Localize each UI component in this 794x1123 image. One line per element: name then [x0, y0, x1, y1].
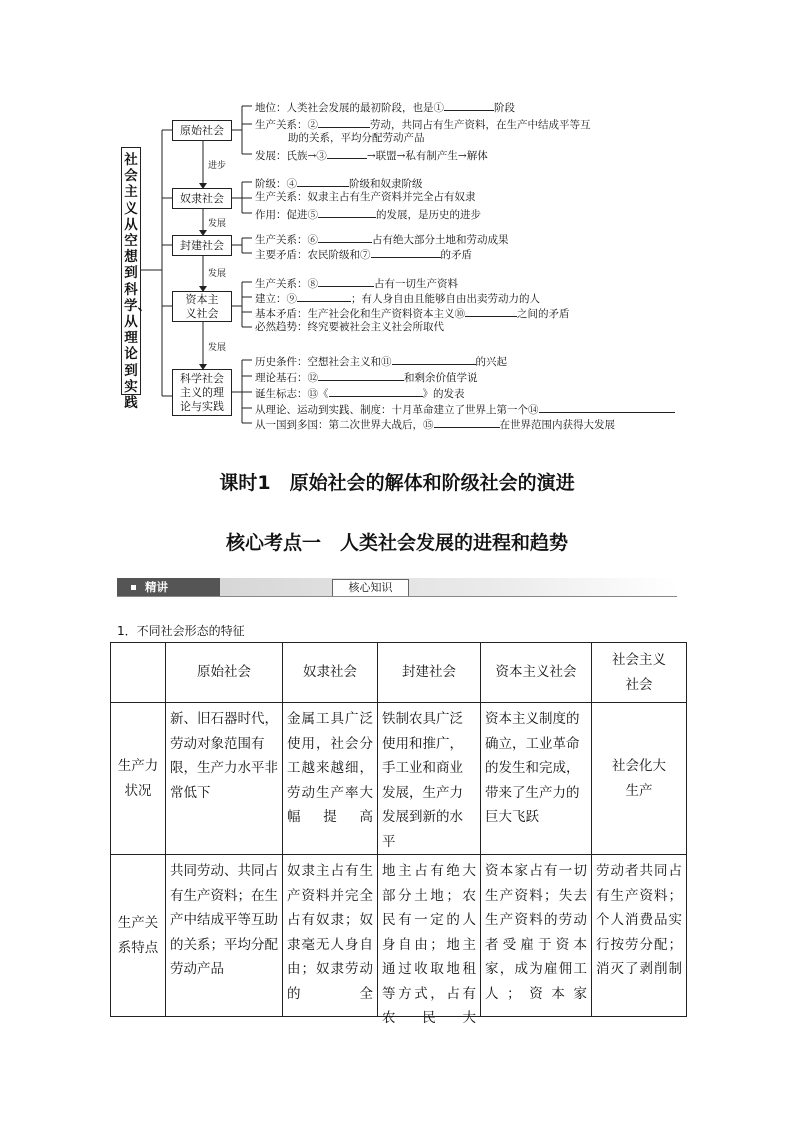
branch-line: 理论基石：⑫ 和剩余价值学说	[255, 372, 478, 384]
edge-label-develop: 发展	[208, 269, 227, 279]
table-cell: 劳动者共同占有生产资料；个人消费品实行按劳分配；消灭了剥削制	[592, 855, 687, 1017]
table-cell: 资本主义制度的确立，工业革命的发生和完成，带来了生产力的巨大飞跃	[481, 703, 592, 855]
branch-line: 生产关系：⑥ 占有绝大部分土地和劳动成果	[255, 234, 509, 246]
banner-tab: 核心知识	[332, 579, 409, 596]
branch-line: 助的关系，平均分配劳动产品	[288, 132, 425, 144]
table-header-cell	[111, 643, 166, 703]
node-slave-society: 奴隶社会	[172, 188, 232, 209]
table-header-cell: 封建社会	[378, 643, 481, 703]
node-feudal-society: 封建社会	[172, 235, 232, 256]
section-banner	[117, 578, 677, 598]
core-point-title: 核心考点一 人类社会发展的进程和趋势	[225, 532, 568, 554]
node-scientific-socialism: 科学社会主义的理论与实践	[172, 369, 232, 416]
square-bullet-icon	[131, 585, 136, 590]
table-cell: 资本家占有一切生产资料；失去生产资料的劳动者受雇于资本家，成为雇佣工人；资本家	[481, 855, 592, 1017]
lesson-title: 课时1 原始社会的解体和阶级社会的演进	[219, 472, 575, 494]
branch-line: 必然趋势：终究要被社会主义社会所取代	[255, 321, 444, 333]
banner-label: 精讲	[117, 578, 220, 596]
edge-label-progress: 进步	[208, 161, 227, 171]
table-cell: 社会化大生产	[592, 703, 687, 855]
table-cell: 铁制农具广泛使用和推广，手工业和商业发展，生产力发展到新的水平	[378, 703, 481, 855]
branch-line: 地位：人类社会发展的最初阶段，也是① 阶段	[255, 102, 515, 114]
edge-label-develop: 发展	[208, 219, 227, 229]
edge-label-develop: 发展	[208, 343, 227, 353]
row-label: 生产力状况	[111, 703, 166, 855]
society-comparison-table	[110, 642, 687, 1026]
branch-line: 生产关系：⑧ 占有一切生产资料	[255, 278, 458, 290]
branch-line: 发展：氏族→③ →联盟→私有制产生→解体	[255, 150, 488, 162]
table-header-cell: 资本主义社会	[481, 643, 592, 703]
table-header-cell: 原始社会	[166, 643, 283, 703]
branch-line: 生产关系：奴隶主占有生产资料并完全占有奴隶	[255, 191, 476, 203]
table-header-cell: 社会主义社会	[592, 643, 687, 703]
table-row	[111, 703, 687, 855]
table-cell: 共同劳动、共同占有生产资料；在生产中结成平等互助的关系；平均分配劳动产品	[166, 855, 283, 1017]
node-capitalist-society: 资本主义社会	[172, 291, 232, 322]
table-cell: 地主占有绝大部分土地；农民有一定的人身自由；地主通过收取地租等方式，占有农民大	[378, 855, 481, 1017]
branch-line: 从一国到多国：第二次世界大战后，⑮ 在世界范围内获得大发展	[255, 419, 615, 431]
row-label: 生产关系特点	[111, 855, 166, 1017]
branch-line: 诞生标志：⑬《 》的发表	[255, 388, 465, 400]
mindmap-vertical-title: 社会主义从空想到科学、从理论到实践	[121, 147, 141, 395]
table-row	[111, 855, 687, 1017]
branch-line: 阶级：④ 阶级和奴隶阶级	[255, 178, 423, 190]
table-header-row	[111, 643, 687, 703]
table-cell: 奴隶主占有生产资料并完全占有奴隶；奴隶毫无人身自由；奴隶劳动的全	[283, 855, 378, 1017]
branch-line: 建立：⑨ ；有人身自由且能够自由出卖劳动力的人	[255, 293, 540, 305]
table-cell: 新、旧石器时代，劳动对象范围有限，生产力水平非常低下	[166, 703, 283, 855]
table-cell: 金属工具广泛使用，社会分工越来越细，劳动生产率大幅提高	[283, 703, 378, 855]
branch-line: 生产关系：② 劳动，共同占有生产资料，在生产中结成平等互	[255, 119, 591, 131]
branch-line: 基本矛盾：生产社会化和生产资料资本主义⑩ 之间的矛盾	[255, 308, 570, 320]
table-header-cell: 奴隶社会	[283, 643, 378, 703]
branch-line: 从理论、运动到实践、制度：十月革命建立了世界上第一个⑭	[255, 402, 675, 417]
branch-line: 作用：促进⑤ 的发展，是历史的进步	[255, 209, 481, 221]
branch-line: 主要矛盾：农民阶级和⑦ 的矛盾	[255, 249, 472, 261]
branch-line: 历史条件：空想社会主义和⑪ 的兴起	[255, 356, 507, 368]
section-heading: 1．不同社会形态的特征	[117, 624, 245, 638]
node-primitive-society: 原始社会	[172, 120, 232, 141]
